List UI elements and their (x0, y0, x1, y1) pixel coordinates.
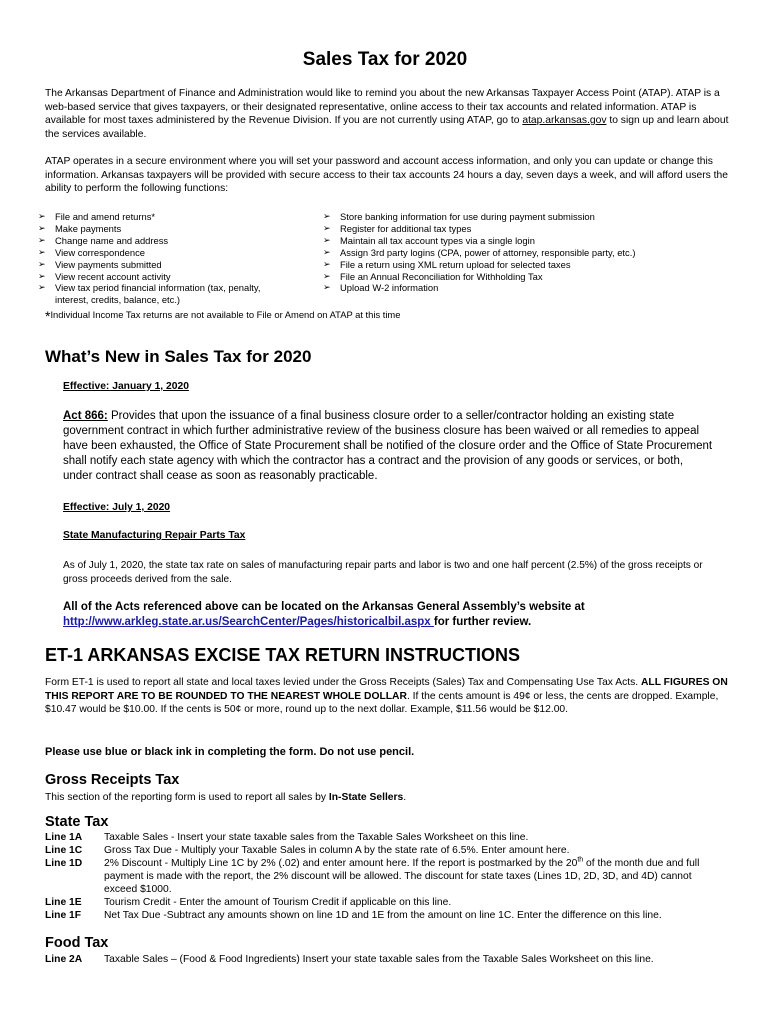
intro-text: The Arkansas Department of Finance and Administration would like to remind you about the new Arkansas Taxpayer Access Point (ATAP). ATAP is a web-based service that gives taxpayers, or their designated representative, online access to their tax accounts and related information. ATAP is available for most taxes administered by the Revenue Division. If you are not currently using ATAP, go to (45, 88, 720, 126)
effective-date-1: Effective: January 1, 2020 (63, 381, 189, 392)
arrow-bullet-icon: ➢ (38, 258, 46, 269)
acts-reference: All of the Acts referenced above can be located on the Arkansas General Assembly’s website at http://www.arkleg.state.ar.us/SearchCenter/Pages/historicalbil.aspx for further review. (63, 601, 585, 628)
arrow-bullet-icon: ➢ (323, 211, 331, 221)
page-title: Sales Tax for 2020 (302, 49, 468, 70)
list-item: ➢ File an Annual Reconciliation for Withholding Tax (323, 270, 543, 282)
arrow-bullet-icon: ➢ (323, 222, 331, 233)
list-item: ➢ Maintain all tax account types via a single login (323, 234, 535, 246)
atap-footnote: *Individual Income Tax returns are not available to File or Amend on ATAP at this time (45, 308, 401, 324)
arrow-bullet-icon: ➢ (323, 246, 331, 257)
list-item: ➢ Change name and address (38, 234, 169, 246)
list-item: ➢ Register for additional tax types (323, 222, 472, 234)
list-item: ➢ File and amend returns* (38, 211, 156, 222)
arrow-bullet-icon: ➢ (323, 282, 331, 293)
ink-instruction: Please use blue or black ink in completing the form. Do not use pencil. (45, 746, 415, 758)
arrow-bullet-icon: ➢ (38, 270, 46, 281)
line-1f-row: Line 1F Net Tax Due -Subtract any amounts shown on line 1D and 1E from the amount on line 1C. Enter the difference on this line. (45, 910, 662, 921)
list-item: ➢ Make payments (38, 222, 122, 234)
list-item: ➢ View payments submitted (38, 258, 162, 270)
arrow-bullet-icon: ➢ (323, 258, 331, 269)
arrow-bullet-icon: ➢ (38, 222, 46, 233)
functions-list-left (38, 211, 293, 306)
functions-list-right (323, 211, 743, 294)
list-item: ➢ File a return using XML return upload for selected taxes (323, 258, 571, 270)
list-item: ➢ View tax period financial information (tax, penalty, interest, credits, balance, etc.) (38, 282, 261, 306)
arrow-bullet-icon: ➢ (323, 234, 331, 245)
list-item: ➢ Assign 3rd party logins (CPA, power of attorney, responsible party, etc.) (323, 246, 636, 258)
rounding-rule: ALL FIGURES ON THIS REPORT ARE TO BE ROUNDED TO THE NEAREST WHOLE DOLLAR (45, 677, 728, 702)
line-1c-row: Line 1C Gross Tax Due - Multiply your Taxable Sales in column A by the state rate of 6.5%. Enter amount here. (45, 845, 570, 856)
gross-receipts-heading: Gross Receipts Tax (45, 772, 180, 788)
effective-date-2: Effective: July 1, 2020 (63, 502, 171, 513)
act-866-paragraph: Act 866: Provides that upon the issuance of a final business closure order to a seller/contractor holding an existing state government contract in which further administrative review of the business closure has been waived or all remedies to appeal have been exhausted, the Office of State Procurement shall be notified of the closure order and the Office of State Procurement shall notify each state agency with which the contractor has a contract and the provision of any goods or services, or both, under contract shall cease as soon as reasonably practicable. (63, 410, 713, 482)
arrow-bullet-icon: ➢ (323, 270, 331, 281)
arrow-bullet-icon: ➢ (38, 282, 46, 293)
intro-tail: to sign up and learn about the services available. (45, 115, 729, 140)
list-item: ➢ View correspondence (38, 246, 145, 258)
list-item: ➢ Upload W-2 information (323, 282, 439, 294)
manufacturing-subheading: State Manufacturing Repair Parts Tax (63, 530, 246, 541)
list-item: ➢ View recent account activity (38, 270, 171, 282)
line-1a-row: Line 1A Taxable Sales - Insert your state taxable sales from the Taxable Sales Worksheet on this line. (45, 832, 529, 843)
act-label: Act 866: (63, 410, 108, 422)
line-1d-row: Line 1D 2% Discount - Multiply Line 1C by 2% (.02) and enter amount here. If the report is postmarked by the 20th of the month due and full payment is made with the report, the 2% discount will be allowed. The discount for state taxes (Lines 1D, 2D, 3D, and 4D) cannot exceed $1000. (45, 856, 700, 895)
food-tax-lines (45, 953, 725, 966)
atap-link[interactable]: atap.arkansas.gov (522, 115, 607, 126)
line-1e-row: Line 1E Tourism Credit - Enter the amount of Tourism Credit if applicable on this line. (45, 897, 452, 908)
intro-paragraph-1 (45, 87, 735, 141)
arrow-bullet-icon: ➢ (38, 246, 46, 257)
gross-receipts-description: This section of the reporting form is used to report all sales by In-State Sellers. (45, 792, 407, 803)
arrow-bullet-icon: ➢ (38, 234, 46, 245)
arkleg-link[interactable]: http://www.arkleg.state.ar.us/SearchCenter/Pages/historicalbil.aspx (63, 616, 434, 628)
footnote-star: * (45, 308, 51, 324)
arrow-bullet-icon: ➢ (38, 211, 46, 221)
intro-paragraph-2: ATAP operates in a secure environment where you will set your password and account access information, and only you can update or change this information. Arkansas taxpayers will be provided with secure access to their tax accounts 24 hours a day, seven days a week, and will afford users the ability to perform the following functions: (45, 156, 728, 194)
food-tax-heading: Food Tax (45, 935, 109, 951)
state-tax-heading: State Tax (45, 814, 109, 830)
line-2a-row: Line 2A Taxable Sales – (Food & Food Ingredients) Insert your state taxable sales from the Taxable Sales Worksheet on this line. (45, 954, 654, 965)
state-tax-lines (45, 831, 725, 922)
whats-new-heading: What’s New in Sales Tax for 2020 (45, 347, 312, 366)
list-item: ➢ Store banking information for use during payment submission (323, 211, 595, 222)
manufacturing-paragraph: As of July 1, 2020, the state tax rate on sales of manufacturing repair parts and labor is two and one half percent (2.5%) of the gross receipts or gross proceeds derived from the sale. (63, 560, 703, 585)
et1-heading: ET-1 ARKANSAS EXCISE TAX RETURN INSTRUCTIONS (45, 645, 521, 665)
et1-paragraph: Form ET-1 is used to report all state and local taxes levied under the Gross Receipts (Sales) Tax and Compensating Use Tax Acts. ALL FIGURES ON THIS REPORT ARE TO BE ROUNDED TO THE NEAREST WHOLE DOLLAR. If the cents amount is 49¢ or less, the cents are dropped. Example, $10.47 would be $10.00. If the cents is 50¢ or more, round up to the next dollar. Example, $11.56 would be $12.00. (45, 677, 728, 715)
